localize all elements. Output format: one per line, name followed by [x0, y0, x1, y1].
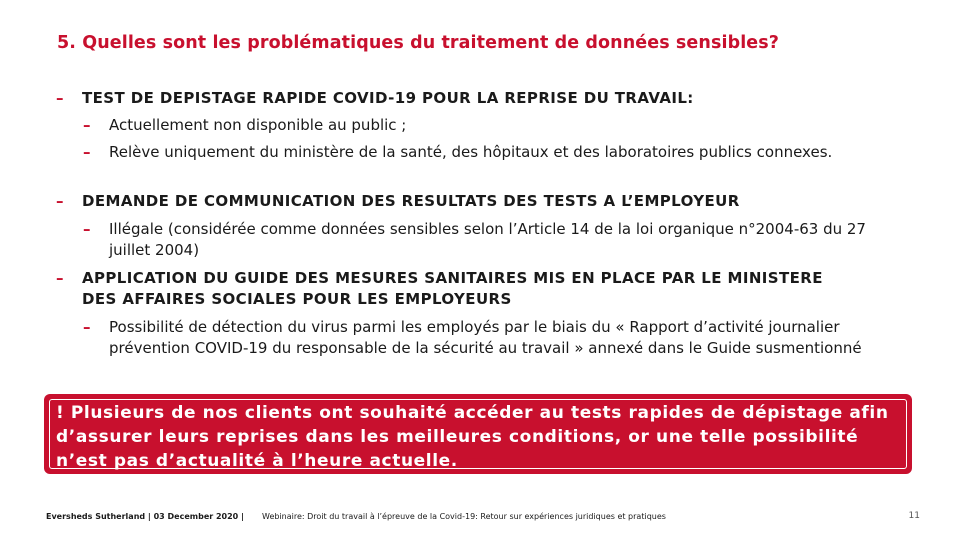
bullet-text: Illégale (considérée comme données sensibles selon l’Article 14 de la loi organique n°2004-63 du 27 juillet 2004) — [109, 220, 866, 259]
bullet-level1 — [56, 268, 862, 310]
dash-marker: – — [83, 220, 91, 238]
dash-marker: – — [56, 192, 64, 210]
bullet-level2 — [83, 219, 879, 261]
bullet-level2 — [83, 317, 909, 359]
bullet-text: Actuellement non disponible au public ; — [109, 116, 407, 134]
dash-marker: – — [83, 318, 91, 336]
bullet-level2 — [83, 142, 899, 163]
dash-marker: – — [56, 89, 64, 107]
callout-text: ! Plusieurs de nos clients ont souhaité accéder au tests rapides de dépistage afin d’assurer leurs reprises dans les meilleures conditions, or une telle possibilité n’est pas d’actualité à l’heure actuelle. — [56, 403, 889, 471]
bullet-text: TEST DE DEPISTAGE RAPIDE COVID-19 POUR LA REPRISE DU TRAVAIL: — [82, 89, 694, 107]
dash-marker: – — [83, 116, 91, 134]
bullet-text: APPLICATION DU GUIDE DES MESURES SANITAIRES MIS EN PLACE PAR LE MINISTERE DES AFFAIRES SOCIALES POUR LES EMPLOYEURS — [82, 269, 823, 308]
bullet-level1 — [56, 191, 902, 212]
dash-marker: – — [83, 143, 91, 161]
dash-marker: – — [56, 269, 64, 287]
footer-company-date: Eversheds Sutherland | 03 December 2020 | — [46, 512, 244, 521]
bullet-text: Possibilité de détection du virus parmi les employés par le biais du « Rapport d’activité journalier prévention COVID-19 du responsable de la sécurité au travail » annexé dans le Guide susmentionné — [109, 318, 862, 357]
page-number: 11 — [908, 511, 920, 521]
slide-title: 5. Quelles sont les problématiques du traitement de données sensibles? — [57, 33, 780, 53]
bullet-level1 — [56, 88, 902, 109]
bullet-text: Relève uniquement du ministère de la santé, des hôpitaux et des laboratoires publics connexes. — [109, 143, 833, 161]
warning-callout-box — [46, 396, 910, 472]
footer-webinar-title: Webinaire: Droit du travail à l’épreuve de la Covid-19: Retour sur expériences juridiques et pratiques — [262, 512, 666, 521]
bullet-level2 — [83, 115, 909, 136]
bullet-text: DEMANDE DE COMMUNICATION DES RESULTATS DES TESTS A L’EMPLOYEUR — [82, 192, 740, 210]
